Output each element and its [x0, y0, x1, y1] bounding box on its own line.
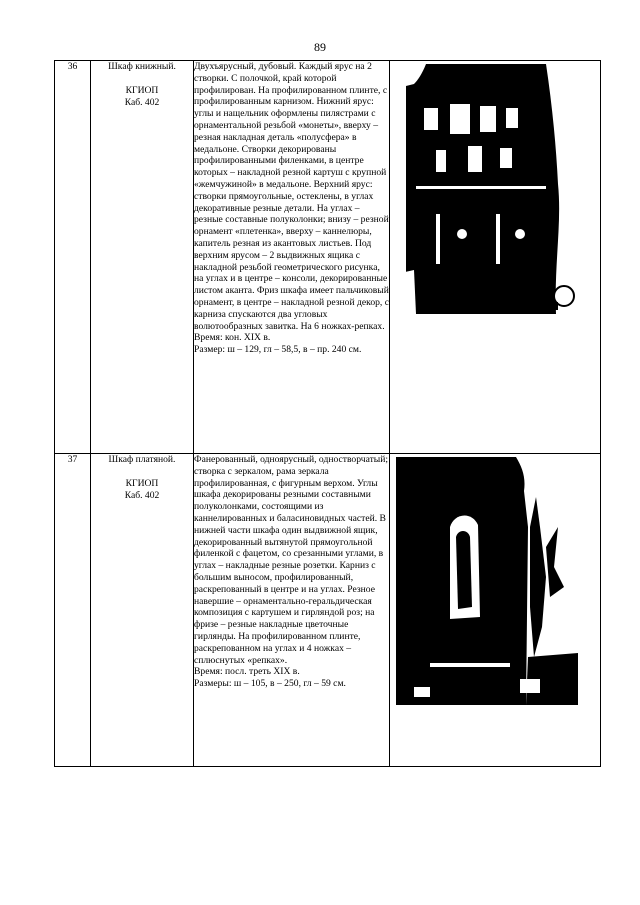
item-owner: КГИОП	[125, 477, 159, 489]
item-date: Время: кон. XIX в.	[194, 332, 271, 344]
item-name: Шкаф книжный.	[108, 61, 176, 72]
item-description-cell	[194, 454, 390, 767]
item-photo-cell	[390, 454, 601, 767]
page-number: 89	[314, 40, 326, 54]
item-number: 36	[55, 61, 91, 454]
item-name-cell	[91, 454, 194, 767]
item-description: Двухъярусный, дубовый. Каждый ярус на 2 створки. С полочкой, край которой профилирован. На профилированном плинте, с профилированным карнизом. Нижний ярус: углы и нащельник оформлены пилястрами с орнаментальной резьбой «монеты», вверху – резная накладная деталь «полусфера» в медальоне. Створки декорированы профилированными филенками, в центре которых – накладной резной картуш с крупной «жемчужиной» в медальоне. Верхний ярус: створки прямоугольные, остеклены, в углах декоративные резные детали. На углах – резные составные полуколонки; внизу – резной орнамент «плетенка», вверху – каннелюры, капитель резная из акантовых листьев. Под верхним ярусом – 2 выдвижных ящика с накладной резьбой геометрического рисунка, на углах и в центре – консоли, декорированные листом аканта. Фриз шкафа имеет пальчиковый орнамент, в центре – накладной резной декор, с карниза спускаются два угловых волютообразных завитка. На 6 ножках-репках.	[194, 61, 389, 332]
item-description: Фанерованный, одноярусный, одностворчатый; створка с зеркалом, рама зеркала профилированная, с фигурным верхом. Углы шкафа декорированы резными составными полуколонками, состоящими из каннелированных и баласиновидных частей. В нижней части шкафа один выдвижной ящик, декорированный вытянутой прямоугольной филенкой с фацетом, со срезанными углами, в углах – накладные резные розетки. Карниз с большим выносом, профилированный, раскрепованный в центре и на углах. Резное навершие – орнаментально-геральдическая композиция с картушем и гирляндой роз; на фризе – резные накладные цветочные гирлянды. На профилированном плинте, раскрепованном на углах и 4 ножках – сплюснутых «репках».	[194, 454, 389, 666]
item-description-cell	[194, 61, 390, 454]
item-size: Размеры: ш – 105, в – 250, гл – 59 см.	[194, 678, 346, 690]
catalog-table	[54, 60, 601, 767]
item-photo-cell	[390, 61, 601, 454]
item-name: Шкаф платяной.	[108, 454, 176, 465]
item-number: 37	[55, 454, 91, 767]
item-size: Размер: ш – 129, гл – 58,5, в – пр. 240 см.	[194, 344, 362, 356]
item-date: Время: посл. треть XIX в.	[194, 666, 300, 678]
wardrobe-photo	[396, 457, 578, 705]
table-row	[55, 454, 601, 767]
item-room: Каб. 402	[124, 489, 160, 501]
item-room: Каб. 402	[124, 96, 160, 108]
bookcase-photo	[396, 64, 578, 314]
table-row	[55, 61, 601, 454]
item-name-cell	[91, 61, 194, 454]
item-owner: КГИОП	[125, 84, 159, 96]
